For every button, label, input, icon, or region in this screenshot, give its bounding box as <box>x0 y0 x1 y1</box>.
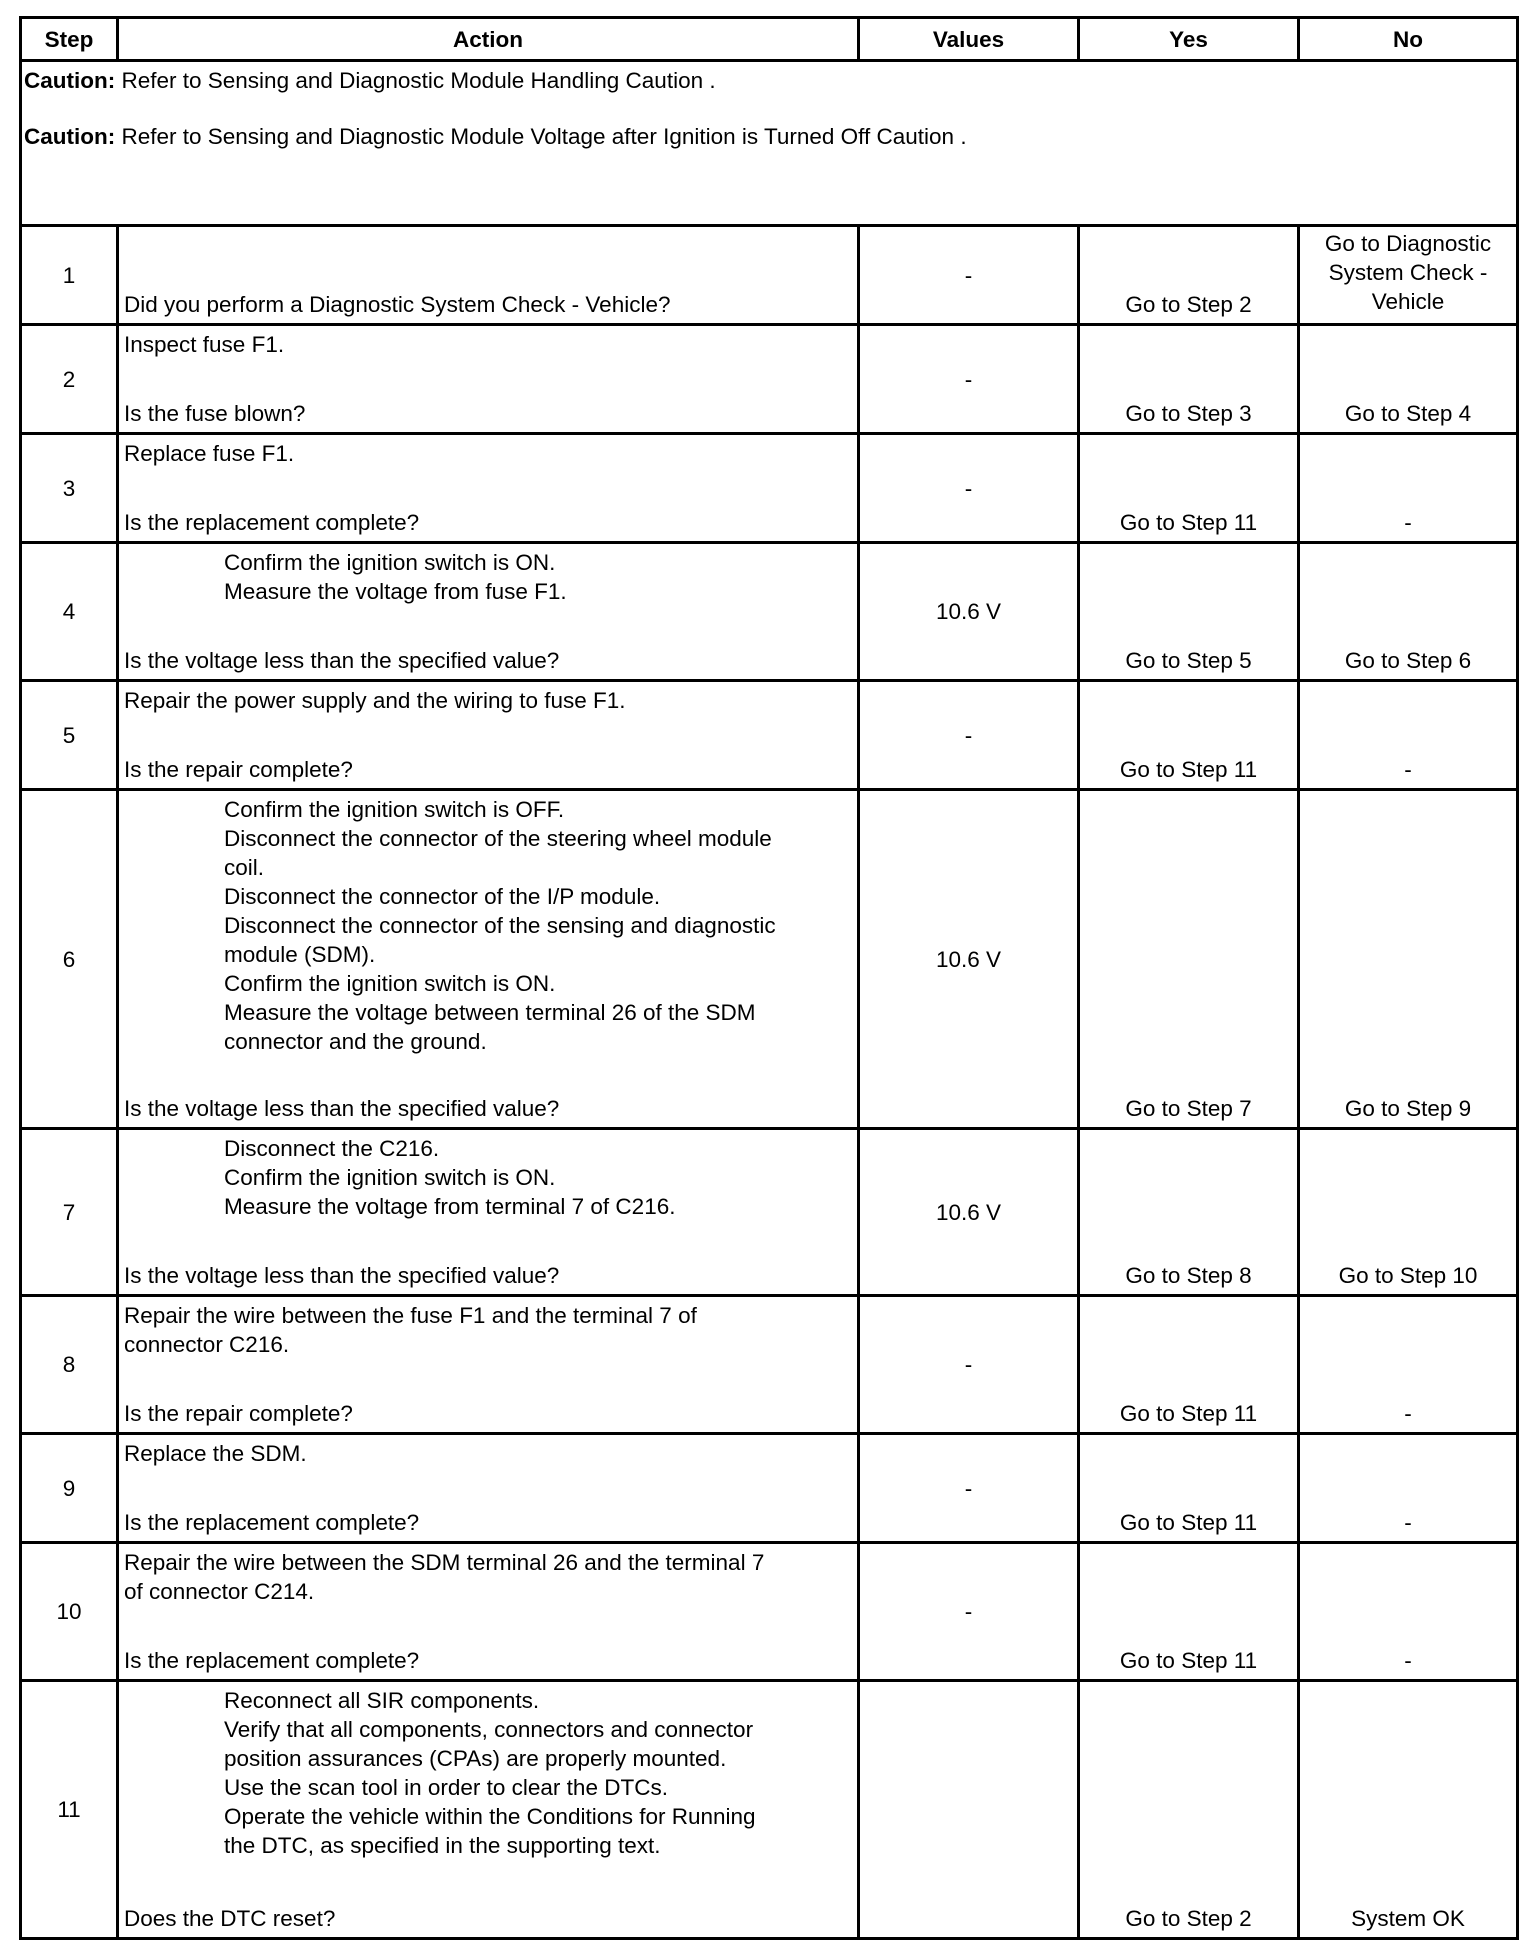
header-action: Action <box>118 18 859 61</box>
step-row <box>21 790 1518 1129</box>
step-row <box>21 226 1518 325</box>
no-cell: System OK <box>1299 1681 1518 1939</box>
step-number: 1 <box>21 226 118 325</box>
action-substep: Confirm the ignition switch is ON. <box>224 971 556 996</box>
action-question: Does the DTC reset? <box>124 1906 336 1931</box>
action-cell <box>118 1434 859 1543</box>
no-line: System Check - <box>1328 260 1488 285</box>
value-cell: - <box>859 434 1079 543</box>
action-instructions <box>124 795 851 1056</box>
step-number: 3 <box>21 434 118 543</box>
diagnostic-table-sheet <box>19 16 1516 1940</box>
step-row <box>21 681 1518 790</box>
step-row <box>21 1129 1518 1296</box>
action-cell <box>118 434 859 543</box>
caution-line-2 <box>24 122 1512 151</box>
action-instructions <box>124 686 851 715</box>
action-question: Is the replacement complete? <box>124 1510 420 1535</box>
yes-cell: Go to Step 7 <box>1079 790 1299 1129</box>
step-row <box>21 325 1518 434</box>
action-substep: Confirm the ignition switch is OFF. <box>224 797 565 822</box>
action-cell <box>118 1296 859 1434</box>
action-substep: Confirm the ignition switch is ON. <box>224 1165 556 1190</box>
action-content <box>124 1439 851 1537</box>
step-number: 10 <box>21 1543 118 1681</box>
no-cell: - <box>1299 681 1518 790</box>
no-cell: - <box>1299 1543 1518 1681</box>
action-substep: Disconnect the connector of the sensing and diagnostic <box>224 913 776 938</box>
action-substep: module (SDM). <box>224 942 376 967</box>
yes-cell: Go to Step 11 <box>1079 434 1299 543</box>
action-substep: Use the scan tool in order to clear the DTCs. <box>224 1775 668 1800</box>
action-substep: Disconnect the C216. <box>224 1136 440 1161</box>
caution-line-1 <box>24 66 1512 95</box>
step-number: 7 <box>21 1129 118 1296</box>
action-substep: position assurances (CPAs) are properly mounted. <box>224 1746 727 1771</box>
no-line: Vehicle <box>1371 289 1445 314</box>
action-line: Replace fuse F1. <box>124 441 295 466</box>
action-content <box>124 548 851 675</box>
yes-cell: Go to Step 5 <box>1079 543 1299 681</box>
action-question: Did you perform a Diagnostic System Check - Vehicle? <box>124 292 671 317</box>
action-cell <box>118 325 859 434</box>
action-line: Repair the wire between the SDM terminal 26 and the terminal 7 <box>124 1550 765 1575</box>
step-row <box>21 1681 1518 1939</box>
caution-cell <box>21 61 1518 226</box>
action-substep: the DTC, as specified in the supporting text. <box>224 1833 661 1858</box>
action-instructions <box>124 1686 851 1860</box>
no-cell: Go to Step 9 <box>1299 790 1518 1129</box>
yes-cell: Go to Step 8 <box>1079 1129 1299 1296</box>
action-question: Is the voltage less than the specified value? <box>124 1096 560 1121</box>
action-substep: Measure the voltage between terminal 26 of the SDM <box>224 1000 756 1025</box>
action-instructions <box>124 1134 851 1221</box>
action-line: connector C216. <box>124 1332 290 1357</box>
action-substep: Measure the voltage from terminal 7 of C216. <box>224 1194 676 1219</box>
action-line: Repair the power supply and the wiring to fuse F1. <box>124 688 626 713</box>
action-content <box>124 1686 851 1933</box>
value-cell: - <box>859 1543 1079 1681</box>
action-cell <box>118 226 859 325</box>
action-question: Is the voltage less than the specified value? <box>124 1263 560 1288</box>
step-row <box>21 434 1518 543</box>
action-line: Repair the wire between the fuse F1 and the terminal 7 of <box>124 1303 697 1328</box>
action-substep: Confirm the ignition switch is ON. <box>224 550 556 575</box>
yes-cell: Go to Step 2 <box>1079 226 1299 325</box>
action-content <box>124 1134 851 1290</box>
no-cell: Go to Step 4 <box>1299 325 1518 434</box>
step-row <box>21 1434 1518 1543</box>
yes-cell: Go to Step 11 <box>1079 1543 1299 1681</box>
no-line: Go to Diagnostic <box>1324 231 1492 256</box>
caution-text: Refer to Sensing and Diagnostic Module Voltage after Ignition is Turned Off Caution . <box>115 124 967 149</box>
action-content <box>124 686 851 784</box>
action-content <box>124 330 851 428</box>
header-step: Step <box>21 18 118 61</box>
action-content <box>124 439 851 537</box>
no-cell: - <box>1299 1434 1518 1543</box>
value-cell: - <box>859 325 1079 434</box>
no-cell <box>1299 226 1518 325</box>
yes-cell: Go to Step 3 <box>1079 325 1299 434</box>
action-instructions <box>124 1301 851 1359</box>
no-cell: - <box>1299 1296 1518 1434</box>
action-cell <box>118 1681 859 1939</box>
caution-label: Caution: <box>24 68 116 93</box>
header-row <box>21 18 1518 61</box>
action-instructions <box>124 439 851 468</box>
action-substep: Operate the vehicle within the Conditions for Running <box>224 1804 756 1829</box>
value-cell <box>859 1681 1079 1939</box>
action-substep: Disconnect the connector of the steering wheel module <box>224 826 772 851</box>
action-line: of connector C214. <box>124 1579 315 1604</box>
action-substep: coil. <box>224 855 265 880</box>
diagnostic-table <box>19 16 1519 1940</box>
yes-cell: Go to Step 2 <box>1079 1681 1299 1939</box>
step-number: 4 <box>21 543 118 681</box>
header-yes: Yes <box>1079 18 1299 61</box>
no-cell: - <box>1299 434 1518 543</box>
step-number: 8 <box>21 1296 118 1434</box>
action-instructions <box>124 1439 851 1468</box>
action-cell <box>118 790 859 1129</box>
caution-label: Caution: <box>24 124 116 149</box>
action-question: Is the repair complete? <box>124 1401 353 1426</box>
action-substep: Disconnect the connector of the I/P module. <box>224 884 661 909</box>
action-question: Is the replacement complete? <box>124 510 420 535</box>
caution-text: Refer to Sensing and Diagnostic Module Handling Caution . <box>115 68 716 93</box>
caution-row <box>21 61 1518 226</box>
step-number: 2 <box>21 325 118 434</box>
step-number: 9 <box>21 1434 118 1543</box>
action-question: Is the repair complete? <box>124 757 353 782</box>
action-line: Inspect fuse F1. <box>124 332 285 357</box>
step-row <box>21 1543 1518 1681</box>
no-cell: Go to Step 6 <box>1299 543 1518 681</box>
yes-cell: Go to Step 11 <box>1079 1434 1299 1543</box>
action-instructions <box>124 1548 851 1606</box>
action-substep: Reconnect all SIR components. <box>224 1688 540 1713</box>
value-cell: - <box>859 1296 1079 1434</box>
action-line: Replace the SDM. <box>124 1441 307 1466</box>
yes-cell: Go to Step 11 <box>1079 1296 1299 1434</box>
action-cell <box>118 681 859 790</box>
action-substep: Verify that all components, connectors and connector <box>224 1717 754 1742</box>
action-cell <box>118 543 859 681</box>
header-no: No <box>1299 18 1518 61</box>
action-cell <box>118 1543 859 1681</box>
action-substep: Measure the voltage from fuse F1. <box>224 579 567 604</box>
value-cell: - <box>859 226 1079 325</box>
step-number: 5 <box>21 681 118 790</box>
action-instructions <box>124 548 851 606</box>
value-cell: 10.6 V <box>859 1129 1079 1296</box>
step-row <box>21 1296 1518 1434</box>
value-cell: 10.6 V <box>859 543 1079 681</box>
action-content <box>124 795 851 1123</box>
action-question: Is the replacement complete? <box>124 1648 420 1673</box>
step-number: 6 <box>21 790 118 1129</box>
value-cell: 10.6 V <box>859 790 1079 1129</box>
action-content <box>124 231 851 319</box>
action-question: Is the fuse blown? <box>124 401 306 426</box>
action-instructions <box>124 330 851 359</box>
action-content <box>124 1548 851 1675</box>
action-content <box>124 1301 851 1428</box>
yes-cell: Go to Step 11 <box>1079 681 1299 790</box>
value-cell: - <box>859 681 1079 790</box>
step-number: 11 <box>21 1681 118 1939</box>
no-cell: Go to Step 10 <box>1299 1129 1518 1296</box>
action-cell <box>118 1129 859 1296</box>
header-values: Values <box>859 18 1079 61</box>
step-row <box>21 543 1518 681</box>
action-substep: connector and the ground. <box>224 1029 487 1054</box>
value-cell: - <box>859 1434 1079 1543</box>
action-question: Is the voltage less than the specified value? <box>124 648 560 673</box>
